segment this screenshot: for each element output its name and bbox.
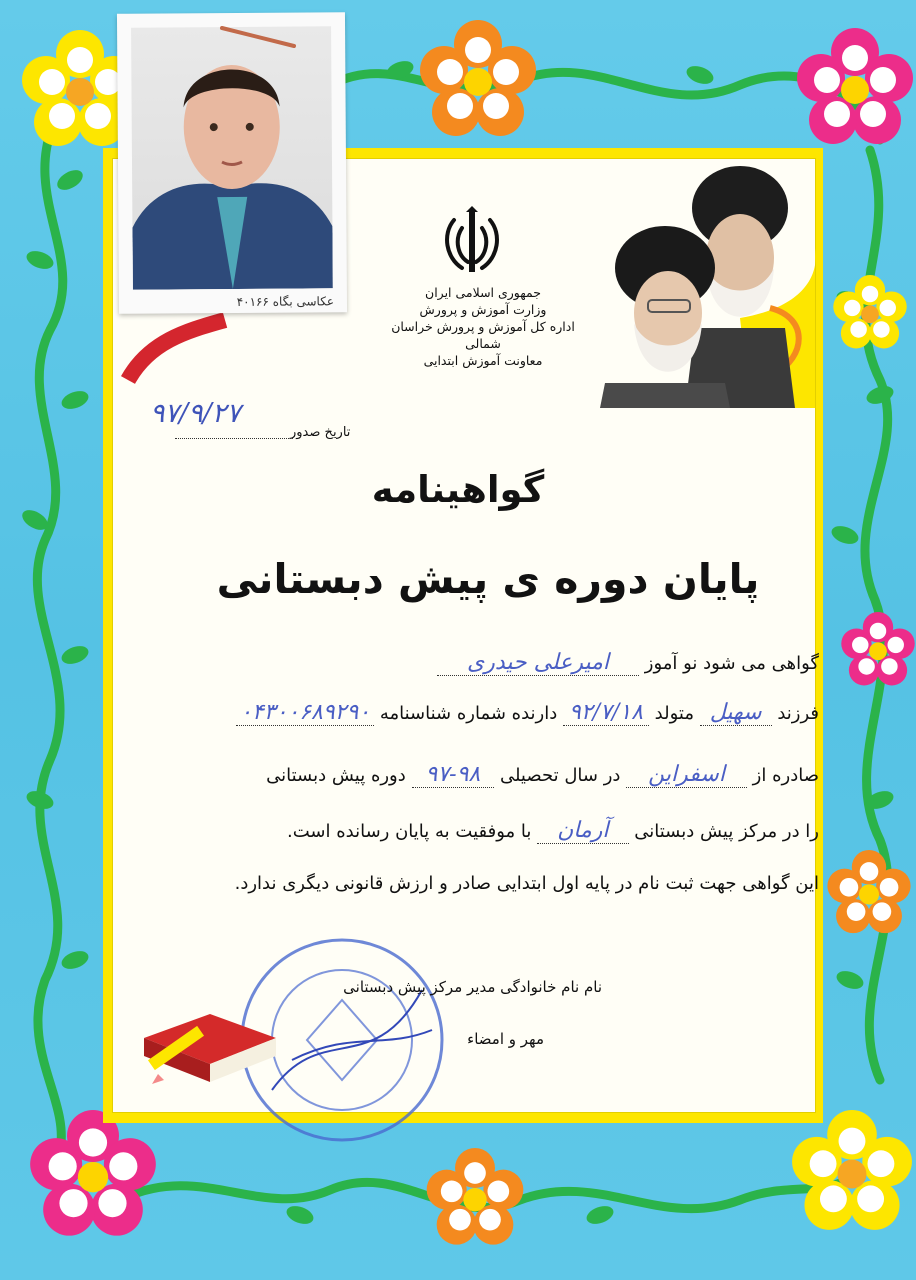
seal-signature-label: مهر و امضاء <box>467 1030 544 1048</box>
student-name: امیرعلی حیدری <box>437 650 639 676</box>
child-of-label: فرزند <box>777 703 819 724</box>
issued-from-label: صادره از <box>752 765 819 786</box>
flower-small-yellow-icon <box>832 275 908 351</box>
father-name: سهیل <box>700 700 772 726</box>
gov-line-deputy: معاونت آموزش ابتدایی <box>423 353 543 368</box>
flower-small-pink-icon <box>840 612 916 688</box>
iran-emblem-icon <box>436 206 508 278</box>
director-signature-label: نام نام خانوادگی مدیر مرکز پیش دبستانی <box>343 978 602 996</box>
birth-date: ۹۲/۷/۱۸ <box>563 700 649 726</box>
body-line-disclaimer: این گواهی جهت ثبت نام در پایه اول ابتدایی صادر و ارزش قانونی دیگری ندارد. <box>234 873 819 894</box>
course-label: دوره پیش دبستانی <box>266 765 406 786</box>
born-label: متولد <box>654 703 694 724</box>
flower-orange-icon <box>418 20 538 140</box>
body-line-student <box>437 650 819 675</box>
issuing-authority <box>378 284 588 369</box>
id-label: دارنده شماره شناسنامه <box>379 703 558 724</box>
portrait-image <box>131 26 333 289</box>
flower-pink-bottom-icon <box>28 1110 158 1240</box>
school-year-label: در سال تحصیلی <box>499 765 621 786</box>
issued-place: اسفراین <box>626 762 747 788</box>
school-year: ۹۸-۹۷ <box>412 762 495 788</box>
gov-line-office: اداره کل آموزش و پرورش خراسان شمالی <box>391 319 575 351</box>
center-label: را در مرکز پیش دبستانی <box>634 821 819 842</box>
center-name: آرمان <box>537 818 628 844</box>
certificate-title: گواهینامه <box>371 468 545 511</box>
body-line-father <box>236 700 819 725</box>
flower-yellow-bottom-icon <box>790 1110 914 1234</box>
body-line-origin <box>266 762 819 787</box>
issue-date-label: تاریخ صدور <box>290 425 351 440</box>
issue-date-value: ۹۷/۹/۲۷ <box>150 398 241 429</box>
flower-pink-icon <box>795 28 915 148</box>
student-photo <box>117 12 347 314</box>
flower-orange-bottom-icon <box>425 1148 525 1248</box>
certificate-subtitle: پایان دوره ی پیش دبستانی <box>216 555 760 603</box>
body-line-center <box>287 818 819 843</box>
flower-small-orange-icon <box>826 850 912 936</box>
book-pencil-icon <box>140 1008 280 1088</box>
id-number: ۰۴۳۰۰۶۸۹۲۹۰ <box>236 700 374 726</box>
issue-date-dotline <box>175 438 293 439</box>
student-label: گواهی می شود نو آموز <box>644 653 819 674</box>
photo-studio-stamp: عکاسی بگاه ۴۰۱۶۶ <box>236 294 335 309</box>
completion-text: با موفقیت به پایان رسانده است. <box>287 821 532 842</box>
pencil-mark <box>218 22 298 52</box>
leaders-portrait-image <box>600 158 820 408</box>
gov-line-ministry: وزارت آموزش و پرورش <box>419 302 547 317</box>
gov-line-country: جمهوری اسلامی ایران <box>425 285 541 300</box>
